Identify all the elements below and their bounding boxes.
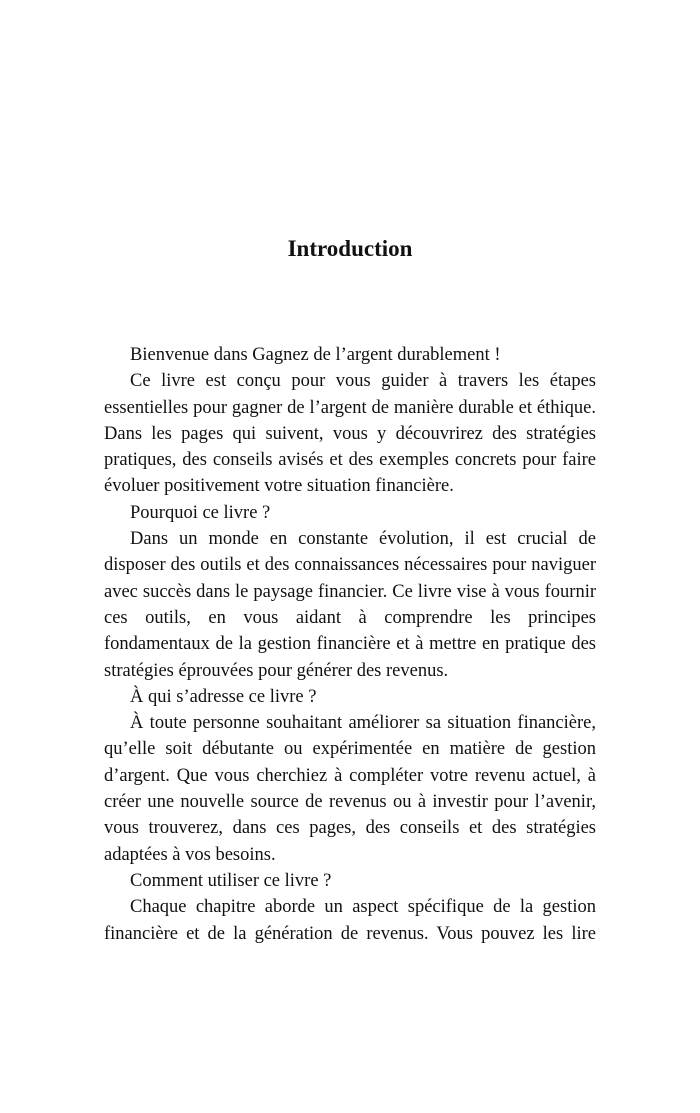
paragraph-welcome: Bienvenue dans Gagnez de l’argent durablement !	[130, 345, 501, 365]
paragraph-who-answer: À toute personne souhaitant améliorer sa situation financière, qu’elle soit débutante ou expérimentée en matière de gestion d’argent. Que vous cherchiez à compléter votre revenu actuel, à créer une nouvelle source de revenus ou à investir pour l’avenir, vous trouverez, dans ces pages, des conseils et des stratégies adaptées à vos besoins.	[104, 713, 596, 865]
chapter-title: Introduction	[287, 236, 413, 261]
question-how-to-use: Comment utiliser ce livre ?	[130, 870, 332, 891]
body-text	[104, 342, 596, 947]
paragraph-why-answer: Dans un monde en constante évolution, il est crucial de disposer des outils et des connaissances nécessaires pour naviguer avec succès dans le paysage financier. Ce livre vise à vous fournir ces outils, en vous aidant à comprendre les principes fondamentaux de la gestion financière et à mettre en pratique des stratégies éprouvées pour générer des revenus.	[104, 529, 596, 681]
question-who-is-it-for: À qui s’adresse ce livre ?	[130, 686, 317, 707]
paragraph-how-answer: Chaque chapitre aborde un aspect spécifique de la gestion financière et de la génération de revenus. Vous pouvez les lire	[104, 897, 596, 944]
paragraph-book-purpose: Ce livre est conçu pour vous guider à travers les étapes essentielles pour gagner de l’argent de manière durable et éthique. Dans les pages qui suivent, vous y découvrirez des stratégies pratiques, des conseils avisés et des exemples concrets pour faire évoluer positivement votre situation financière.	[104, 371, 596, 497]
question-why-this-book: Pourquoi ce livre ?	[130, 502, 271, 523]
